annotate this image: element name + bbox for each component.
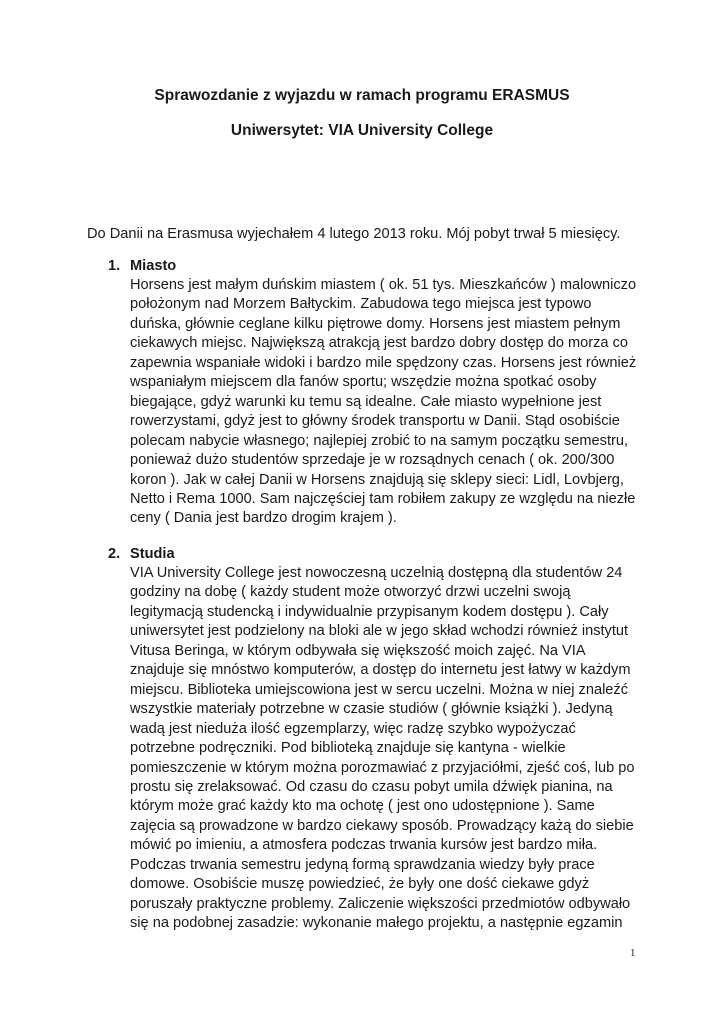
text-line: polecam nabycie własnego; najlepiej zrobić to na samym początku semestru, <box>130 432 629 449</box>
section-miasto <box>108 257 648 529</box>
text-line: uniwersytet jest podzielony na bloki ale w jego skład wchodzi również instytut <box>130 623 629 640</box>
text-line: prostu się zrelaksować. Od czasu do czasu pobyt umila dźwięk pianina, na <box>130 778 613 795</box>
text-line: którym może grać każdy kto ma ochotę ( jest ono udostępnione ). Same <box>130 798 595 815</box>
text-line: biegające, gdyż warunki ku temu są idealne. Całe miasto wypełnione jest <box>130 393 602 410</box>
text-line: domowe. Osobiście muszę powiedzieć, że były one dość ciekawe gdyż <box>130 876 590 893</box>
text-line: Horsens jest małym duńskim miastem ( ok. 51 tys. Mieszkańców ) malowniczo <box>130 277 637 293</box>
text-line: Netto i Rema 1000. Sam najczęściej tam robiłem zakupy ze względu na niezłe <box>130 490 636 507</box>
intro-paragraph: Do Danii na Erasmusa wyjechałem 4 lutego 2013 roku. Mój pobyt trwał 5 miesięcy. <box>87 226 621 242</box>
section-heading <box>108 545 648 564</box>
text-line: Podczas trwania semestru jedyną formą sprawdzania wiedzy były prace <box>130 856 595 873</box>
text-line: zajęcia są prowadzone w bardzo ciekawy sposób. Prowadzący każą do siebie <box>130 817 634 834</box>
page-number: 1 <box>630 947 636 959</box>
text-line: znajduje się mnóstwo komputerów, a dostęp do internetu jest łatwy w każdym <box>130 662 631 679</box>
text-line: poruszały praktyczne problemy. Zaliczenie większości przedmiotów odbywało <box>130 895 631 912</box>
text-line: mówić po imieniu, a atmosfera podczas trwania kursów jest bardzo miła. <box>130 837 598 854</box>
text-line: ceny ( Dania jest bardzo drogim krajem ). <box>130 510 397 527</box>
section-title: Studia <box>130 546 175 562</box>
text-line: zapewnia wspaniałe widoki i bardzo mile spędzony czas. Horsens jest również <box>130 354 637 371</box>
section-number: 1. <box>108 258 121 274</box>
document-subtitle: Uniwersytet: VIA University College <box>230 122 494 139</box>
text-line: legitymacją studencką i indywidualnie przypisanym kodem dostępu ). Cały <box>130 603 609 620</box>
text-line: miejscu. Biblioteka umiejscowiona jest w sercu uczelni. Można w niej znaleźć <box>130 681 629 698</box>
section-body <box>130 276 648 529</box>
text-line: się na podobnej zasadzie: wykonanie małego projektu, a następnie egzamin <box>130 915 623 932</box>
section-heading <box>108 257 648 276</box>
text-line: rowerzystami, gdyż jest to główny środek transportu w Danii. Stąd osobiście <box>130 413 620 430</box>
section-studia <box>108 545 648 934</box>
text-line: położonym nad Morzem Bałtyckim. Zabudowa tego miejsca jest typowo <box>130 296 592 313</box>
section-body <box>130 564 648 934</box>
text-line: koron ). Jak w całej Danii w Horsens znajdują się sklepy sieci: Lidl, Lovbjerg, <box>130 471 624 488</box>
text-line: wspaniałym miejscem dla fanów sportu; wszędzie można spotkać osoby <box>130 374 597 391</box>
text-line: ciekawych miejsc. Największą atrakcją jest bardzo dobry dostęp do morza co <box>130 335 629 352</box>
text-line: ponieważ dużo studentów sprzedaje je w rozsądnych cenach ( ok. 200/300 <box>130 452 615 469</box>
text-line: VIA University College jest nowoczesną uczelnią dostępną dla studentów 24 <box>130 565 623 581</box>
text-line: wadą jest nieduża ilość egzemplarzy, więc radzę szybko wypożyczać <box>130 720 576 737</box>
text-line: Vitusa Beringa, w którym odbywała się większość moich zajęć. Na VIA <box>130 642 586 659</box>
text-line: pomieszczenie w którym można porozmawiać z przyjaciółmi, zjeść coś, lub po <box>130 759 635 776</box>
section-title: Miasto <box>130 258 177 274</box>
document-title: Sprawozdanie z wyjazdu w ramach programu ERASMUS <box>154 87 570 104</box>
text-line: potrzebne podręczniki. Pod biblioteką znajduje się kantyna - wielkie <box>130 740 566 757</box>
text-line: duńska, głównie ceglane kilku piętrowe domy. Horsens jest miastem pełnym <box>130 315 621 332</box>
text-line: wszystkie materiały potrzebne w czasie studiów ( głównie książki ). Jedyną <box>130 701 613 718</box>
section-number: 2. <box>108 546 121 562</box>
text-line: godziny na dobę ( każdy student może otworzyć drzwi uczelni swoją <box>130 584 571 601</box>
